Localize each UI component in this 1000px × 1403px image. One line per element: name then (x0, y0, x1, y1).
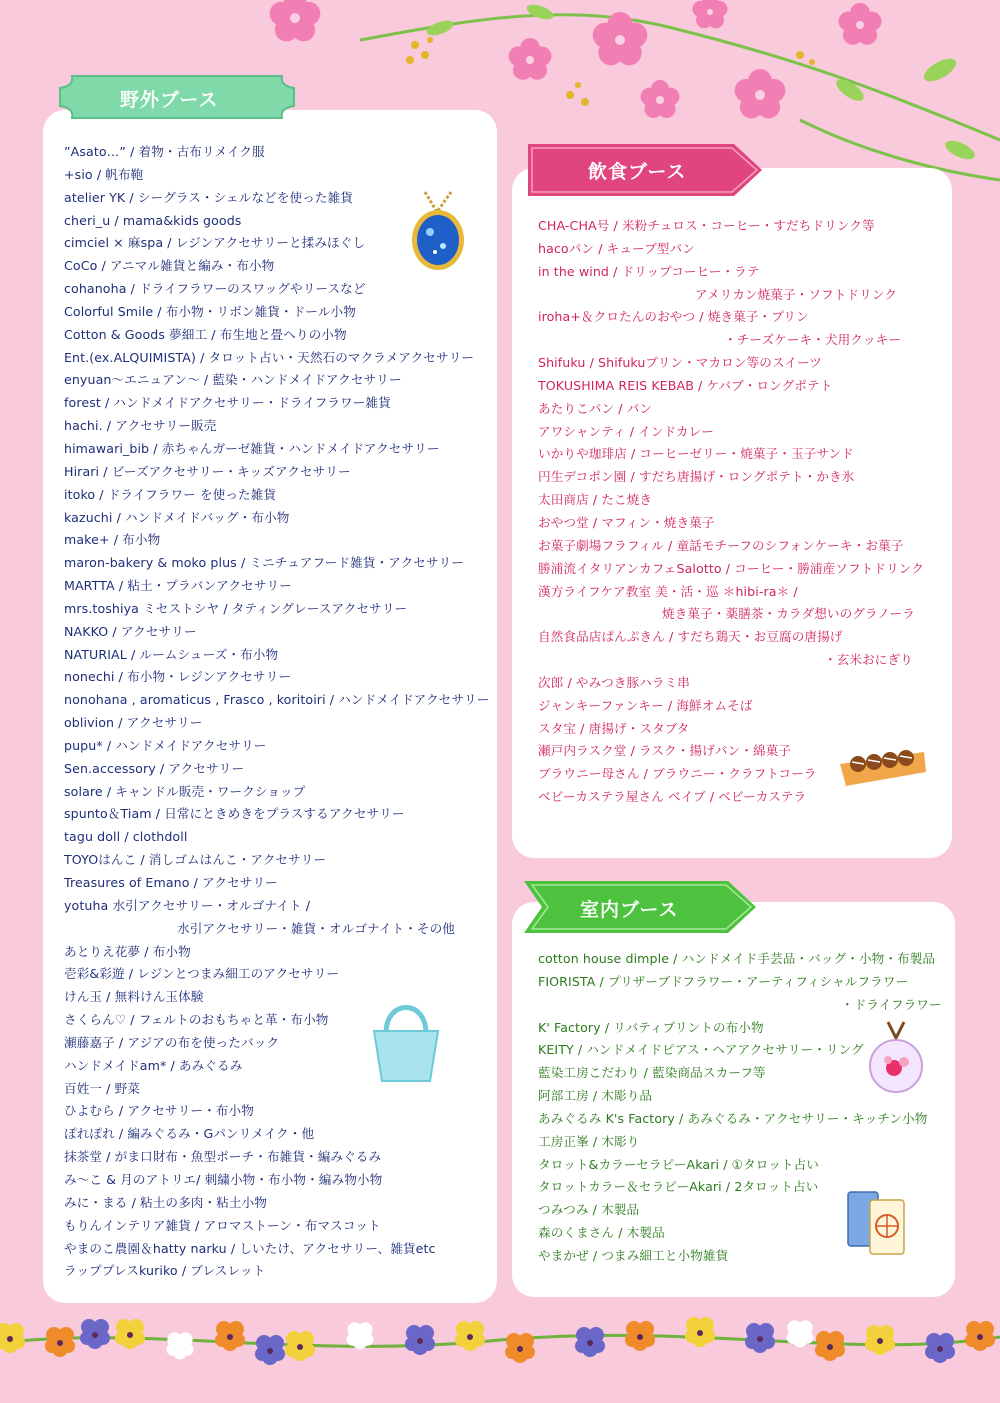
outdoor-booth-item: Hirari / ビーズアクセサリー・キッズアクセサリー (64, 463, 351, 479)
outdoor-booth-item: あとりえ花夢 / 布小物 (64, 943, 191, 959)
outdoor-booth-item: Cotton & Goods 夢細工 / 布生地と畳へりの小物 (64, 326, 347, 342)
food-booth-item: 漢方ライフケア教室 美・活・巡 ＊hibi-ra＊ / (538, 583, 798, 599)
outdoor-booth-item: Sen.accessory / アクセサリー (64, 760, 245, 776)
outdoor-booth-item: atelier YK / シーグラス・シェルなどを使った雑貨 (64, 189, 353, 205)
outdoor-booth-item: himawari_bib / 赤ちゃんガーゼ雑貨・ハンドメイドアクセサリー (64, 440, 440, 456)
indoor-booth-item: K' Factory / リバティプリントの布小物 (538, 1019, 764, 1035)
tarot-cards-icon (846, 1186, 908, 1256)
outdoor-booth-item: さくらん♡ / フェルトのおもちゃと革・布小物 (64, 1012, 329, 1028)
food-booth-item: Shifuku / Shifukuプリン・マカロン等のスイーツ (538, 355, 822, 371)
tote-bag-icon (368, 995, 444, 1085)
food-booth-item: アワシャンティ / インドカレー (538, 423, 714, 439)
indoor-booth-item: 藍染工房こだわり / 藍染商品スカーフ等 (538, 1065, 766, 1081)
outdoor-booth-item: tagu doll / clothdoll (64, 829, 188, 845)
outdoor-booth-item: やまのこ農園＆hatty narku / しいたけ、アクセサリー、雑貨etc (64, 1240, 436, 1256)
food-title: 飲食ブース (588, 161, 687, 183)
food-booth-item: ジャンキーファンキー / 海鮮オムそば (538, 697, 753, 713)
outdoor-booth-item: itoko / ドライフラワー を使った雑貨 (64, 486, 277, 502)
outdoor-booth-item: forest / ハンドメイドアクセサリー・ドライフラワー雑貨 (64, 395, 391, 411)
food-booth-item: お菓子劇場フラフィル / 童話モチーフのシフォンケーキ・お菓子 (538, 537, 904, 553)
outdoor-booth-item: CoCo / アニマル雑貨と編み・布小物 (64, 258, 275, 274)
outdoor-booth-item: +sio / 帆布鞄 (64, 166, 144, 182)
outdoor-booth-item: make+ / 布小物 (64, 532, 161, 548)
outdoor-booth-item: 百姓一 / 野菜 (64, 1080, 141, 1096)
indoor-booth-item: 阿部工房 / 木彫り品 (538, 1088, 653, 1104)
outdoor-booth-item: 抹茶堂 / がま口財布・魚型ポーチ・布雑貨・編みぐるみ (64, 1149, 382, 1165)
outdoor-booth-item: ”Asato…” / 着物・古布リメイク服 (64, 144, 265, 159)
food-booth-item: TOKUSHIMA REIS KEBAB / ケバブ・ロングポテト (538, 377, 833, 393)
indoor-booth-item: 工房正峯 / 木彫り (538, 1133, 640, 1149)
outdoor-booth-item: ハンドメイドam* / あみぐるみ (64, 1057, 243, 1073)
food-booth-item: in the wind / ドリップコーヒー・ラテ (538, 263, 760, 279)
outdoor-booth-list (64, 141, 490, 1283)
flower-locket-icon (866, 1020, 926, 1095)
food-booth-item: iroha+＆クロたんのおやつ / 焼き菓子・プリン (538, 309, 809, 325)
outdoor-booth-item: kazuchi / ハンドメイドバッグ・布小物 (64, 509, 290, 525)
outdoor-booth-item: maron-bakery & moko plus / ミニチュアフード雑貨・アクセサリー (64, 555, 465, 571)
outdoor-booth-item: NAKKO / アクセサリー (64, 623, 197, 639)
food-booth-item: ベビーカステラ屋さん ベイブ / ベビーカステラ (538, 789, 807, 805)
outdoor-booth-item: cimciel × 麻spa / レジンアクセサリーと揉みほぐし (64, 235, 366, 251)
outdoor-booth-item: nonechi / 布小物・レジンアクセサリー (64, 669, 292, 685)
outdoor-booth-item: spunto＆Tiam / 日常にときめきをプラスするアクセサリー (64, 806, 405, 822)
outdoor-booth-item: mrs.toshiya ミセストシヤ / タティングレースアクセサリー (64, 600, 408, 616)
pansy-garland-icon (0, 1305, 1000, 1375)
outdoor-booth-item: solare / キャンドル販売・ワークショップ (64, 783, 306, 799)
food-booth-item: アメリカン焼菓子・ソフトドリンク (695, 286, 897, 302)
outdoor-booth-item: けん玉 / 無料けん玉体験 (64, 989, 204, 1005)
indoor-booth-item: あみぐるみ K's Factory / あみぐるみ・アクセサリー・キッチン小物 (538, 1110, 928, 1126)
outdoor-booth-item: Colorful Smile / 布小物・リボン雑貨・ドール小物 (64, 303, 356, 319)
food-booth-list (538, 215, 942, 809)
indoor-booth-item: タロットカラー＆セラピーAkari / 2タロット占い (538, 1179, 819, 1195)
outdoor-booth-item: Ent.(ex.ALQUIMISTA) / タロット占い・天然石のマクラメアクセサリー (64, 349, 475, 365)
outdoor-booth-item: ぽれぽれ / 編みぐるみ・Gパンリメイク・他 (64, 1126, 315, 1142)
food-booth-item: 次郎 / やみつき豚ハラミ串 (538, 674, 690, 690)
outdoor-booth-item: cohanoha / ドライフラワーのスワッグやリースなど (64, 281, 366, 297)
outdoor-booth-item: ラッププレスkuriko / ブレスレット (64, 1263, 266, 1279)
outdoor-booth-item: nonohana , aromaticus , Frasco , koritoiri / ハンドメイドアクセサリー (64, 692, 490, 708)
outdoor-booth-item: もりんインテリア雑貨 / アロマストーン・布マスコット (64, 1217, 381, 1233)
indoor-booth-item: ・ドライフラワー (841, 996, 942, 1012)
outdoor-booth-item: 壱彩&彩遊 / レジンとつまみ細工のアクセサリー (64, 966, 340, 982)
outdoor-booth-item: enyuan～エニュアン～ / 藍染・ハンドメイドアクセサリー (64, 372, 402, 388)
indoor-booth-item: タロット&カラーセラピーAkari / ①タロット占い (538, 1156, 819, 1172)
food-booth-item: 自然食品店ぱんぷきん / すだち鶏天・お豆腐の唐揚げ (538, 629, 843, 645)
takoyaki-icon (838, 740, 928, 790)
food-booth-item: 焼き菓子・薬膳茶・カラダ想いのグラノーラ (662, 606, 915, 622)
food-booth-item: ・チーズケーキ・犬用クッキー (724, 332, 902, 348)
outdoor-booth-item: hachi. / アクセサリー販売 (64, 418, 217, 434)
outdoor-booth-item: Treasures of Emano / アクセサリー (64, 875, 278, 890)
outdoor-booth-item: 瀬藤嘉子 / アジアの布を使ったバック (64, 1034, 280, 1050)
food-booth-item: ブラウニー母さん / ブラウニー・クラフトコーラ (538, 766, 817, 782)
food-booth-item: 勝浦流イタリアンカフェSalotto / コーヒー・勝浦産ソフトドリンク (538, 560, 924, 576)
food-booth-item: いかりや珈琲店 / コーヒーゼリー・焼菓子・玉子サンド (538, 446, 854, 462)
outdoor-booth-item: み～こ & 月のアトリエ/ 刺繍小物・布小物・編み物小物 (64, 1171, 383, 1187)
outdoor-title: 野外ブース (120, 89, 219, 111)
indoor-booth-item: やまかぜ / つまみ細工と小物雑貨 (538, 1247, 729, 1263)
outdoor-booth-item: ひよむら / アクセサリー・布小物 (64, 1103, 254, 1119)
food-booth-item: hacoパン / キューブ型パン (538, 240, 695, 256)
outdoor-booth-item: MARTTA / 粘土・プラバンアクセサリー (64, 578, 292, 594)
outdoor-booth-item: oblivion / アクセサリー (64, 715, 203, 731)
indoor-title: 室内ブース (580, 899, 679, 921)
outdoor-booth-item: cheri_u / mama&kids goods (64, 212, 242, 228)
indoor-booth-item: cotton house dimple / ハンドメイド手芸品・バッグ・小物・布製品 (538, 951, 936, 966)
food-booth-item: スタ宝 / 唐揚げ・スタブタ (538, 720, 690, 736)
food-booth-item: おやつ堂 / マフィン・焼き菓子 (538, 514, 715, 530)
pendant-icon (405, 190, 470, 275)
food-booth-item: CHA-CHA号 / 米粉チュロス・コーヒー・すだちドリンク等 (538, 218, 875, 233)
food-booth-item: 瀬戸内ラスク堂 / ラスク・揚げパン・綿菓子 (538, 743, 791, 759)
outdoor-booth-item: みに・まる / 粘土の多肉・粘土小物 (64, 1194, 267, 1210)
indoor-booth-item: FIORISTA / プリザーブドフラワー・アーティフィシャルフラワー (538, 973, 909, 989)
indoor-booth-item: KEITY / ハンドメイドピアス・ヘアアクセサリー・リング (538, 1042, 864, 1058)
outdoor-booth-item: pupu* / ハンドメイドアクセサリー (64, 737, 267, 753)
indoor-booth-item: つみつみ / 木製品 (538, 1202, 640, 1218)
food-booth-item: 円生デコポン園 / すだち唐揚げ・ロングポテト・かき氷 (538, 469, 855, 485)
outdoor-booth-item: 水引アクセサリー・雑貨・オルゴナイト・その他 (177, 920, 456, 936)
indoor-booth-item: 森のくまさん / 木製品 (538, 1225, 665, 1241)
outdoor-booth-item: NATURIAL / ルームシューズ・布小物 (64, 646, 279, 662)
food-booth-item: 太田商店 / たこ焼き (538, 492, 653, 508)
food-booth-item: ・玄米おにぎり (824, 652, 913, 668)
food-booth-item: あたりこパン / パン (538, 400, 653, 416)
outdoor-booth-item: TOYOはんこ / 消しゴムはんこ・アクセサリー (64, 852, 327, 868)
outdoor-booth-item: yotuha 水引アクセサリー・オルゴナイト / (64, 897, 311, 913)
